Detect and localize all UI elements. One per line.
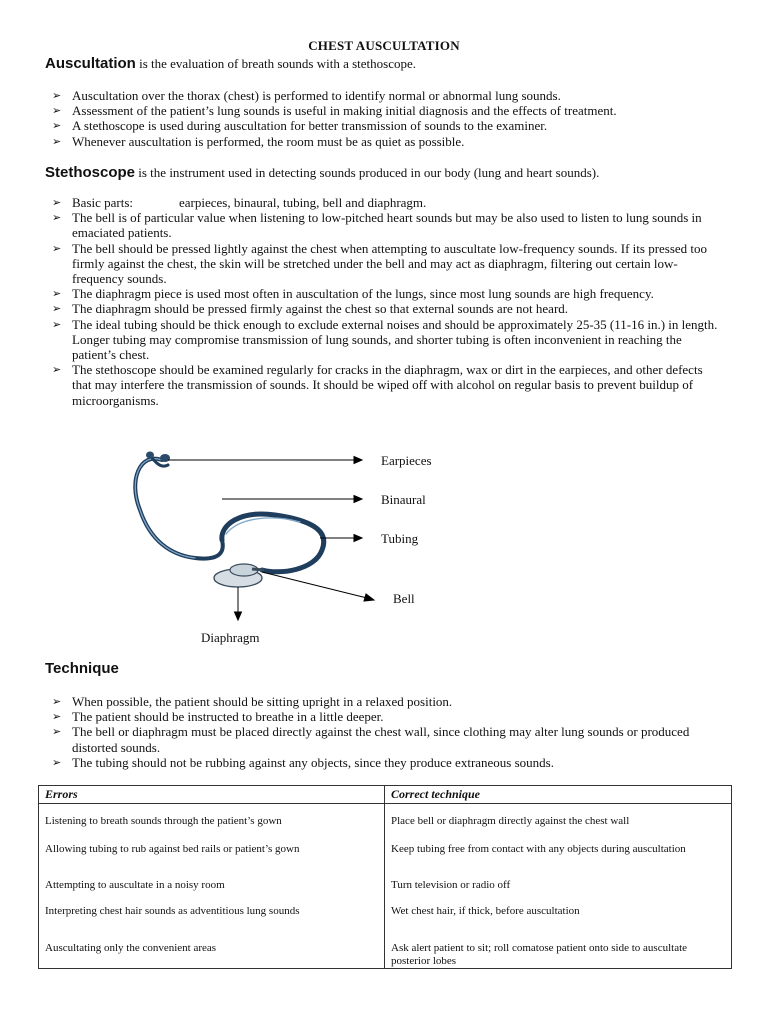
stethoscope-definition-text: is the instrument used in detecting sounds produced in our body (lung and heart sounds). <box>135 165 600 180</box>
header-correct-technique: Correct technique <box>385 786 732 804</box>
binaural-arrowhead <box>354 496 362 503</box>
errors-table <box>38 785 732 969</box>
table-row <box>39 942 732 969</box>
table-row <box>39 843 732 879</box>
list-item: ➢ The ideal tubing should be thick enough to exclude external noises and should be approximately 25-35 (11-16 in.) in length. Longer tubing may compromise transmission of lung sounds, and shorter tubing is often inconvenient in reaching the patient’s chest. <box>52 317 722 363</box>
list-item: ➢ Auscultation over the thorax (chest) is performed to identify normal or abnormal lung sounds. <box>52 88 722 103</box>
correct-cell: Place bell or diaphragm directly against the chest wall <box>385 804 732 844</box>
correct-cell: Ask alert patient to sit; roll comatose patient onto side to auscultate posterior lobes <box>385 942 732 969</box>
auscultation-definition-text: is the evaluation of breath sounds with a stethoscope. <box>135 56 417 71</box>
list-item: ➢ The diaphragm should be pressed firmly against the chest so that external sounds are not heard. <box>52 301 722 316</box>
auscultation-term: Auscultation <box>45 55 136 72</box>
earpiece-icon <box>160 454 170 462</box>
binaural-tube <box>135 459 223 559</box>
error-cell: Interpreting chest hair sounds as adventitious lung sounds <box>39 905 385 942</box>
label-earpieces: Earpieces <box>381 453 432 468</box>
error-cell: Attempting to auscultate in a noisy room <box>39 879 385 905</box>
error-cell: Allowing tubing to rub against bed rails or patient’s gown <box>39 843 385 879</box>
list-item: ➢ The bell is of particular value when listening to low-pitched heart sounds but may be also used to listen to lung sounds in emaciated patients. <box>52 210 722 240</box>
label-tubing: Tubing <box>381 531 419 546</box>
correct-cell: Wet chest hair, if thick, before auscultation <box>385 905 732 942</box>
auscultation-definition <box>45 55 416 72</box>
table-row <box>39 804 732 844</box>
list-item: ➢ The patient should be instructed to breathe in a little deeper. <box>52 709 722 724</box>
correct-cell: Keep tubing free from contact with any objects during auscultation <box>385 843 732 879</box>
table-header-row <box>39 786 732 804</box>
table-row <box>39 905 732 942</box>
tubing <box>222 514 324 572</box>
list-item: ➢ The bell or diaphragm must be placed directly against the chest wall, since clothing may alter lung sounds or produced distorted sounds. <box>52 724 722 754</box>
earpiece-icon <box>146 452 154 459</box>
bell-arrow-line <box>262 572 367 598</box>
correct-cell: Turn television or radio off <box>385 879 732 905</box>
table-row <box>39 879 732 905</box>
label-arrows <box>168 457 374 621</box>
label-binaural: Binaural <box>381 492 426 507</box>
list-item: ➢ Assessment of the patient’s lung sounds is useful in making initial diagnosis and the effects of treatment. <box>52 103 722 118</box>
auscultation-bullet-list <box>52 88 722 149</box>
basic-parts-label: Basic parts: <box>72 195 134 210</box>
stethoscope-diagram <box>0 430 768 660</box>
page-title: CHEST AUSCULTATION <box>308 38 460 53</box>
list-item: ➢ The stethoscope should be examined regularly for cracks in the diaphragm, wax or dirt in the earpieces, and other defects that may interfere the transmission of sounds. It should be wiped off with alcohol on regular basis to prevent buildup of microorganisms. <box>52 362 722 408</box>
technique-heading: Technique <box>45 660 119 677</box>
error-cell: Auscultating only the convenient areas <box>39 942 385 969</box>
label-diaphragm: Diaphragm <box>201 630 260 645</box>
list-item: ➢ The diaphragm piece is used most often in auscultation of the lungs, since most lung sounds are high frequency. <box>52 286 722 301</box>
list-item: ➢ When possible, the patient should be sitting upright in a relaxed position. <box>52 694 722 709</box>
stethoscope-term: Stethoscope <box>45 164 136 181</box>
list-item: ➢ A stethoscope is used during auscultation for better transmission of sounds to the examiner. <box>52 118 722 133</box>
error-cell: Listening to breath sounds through the patient’s gown <box>39 804 385 844</box>
label-bell: Bell <box>393 591 415 606</box>
list-item: ➢ The tubing should not be rubbing against any objects, since they produce extraneous sounds. <box>52 755 722 770</box>
stem <box>252 569 264 570</box>
technique-bullet-list <box>52 694 722 770</box>
list-item: ➢ Whenever auscultation is performed, the room must be as quiet as possible. <box>52 134 722 149</box>
bell-arrowhead <box>364 594 374 601</box>
list-item: ➢ The bell should be pressed lightly against the chest when attempting to auscultate low-frequency sounds. If its pressed too firmly against the chest, the skin will be stretched under the bell and may act as diaphragm, filtering out certain low-frequency sounds. <box>52 241 722 287</box>
earpieces-arrowhead <box>354 457 362 464</box>
basic-parts-value: earpieces, binaural, tubing, bell and diaphragm. <box>179 195 427 210</box>
tubing-arrowhead <box>354 535 362 542</box>
diaphragm-arrowhead <box>235 612 242 620</box>
stethoscope-definition <box>45 164 599 181</box>
header-errors: Errors <box>39 786 385 804</box>
binaural-tube-highlight <box>135 459 195 558</box>
list-item-basic-parts <box>52 195 722 210</box>
stethoscope-bullet-list <box>52 195 722 408</box>
